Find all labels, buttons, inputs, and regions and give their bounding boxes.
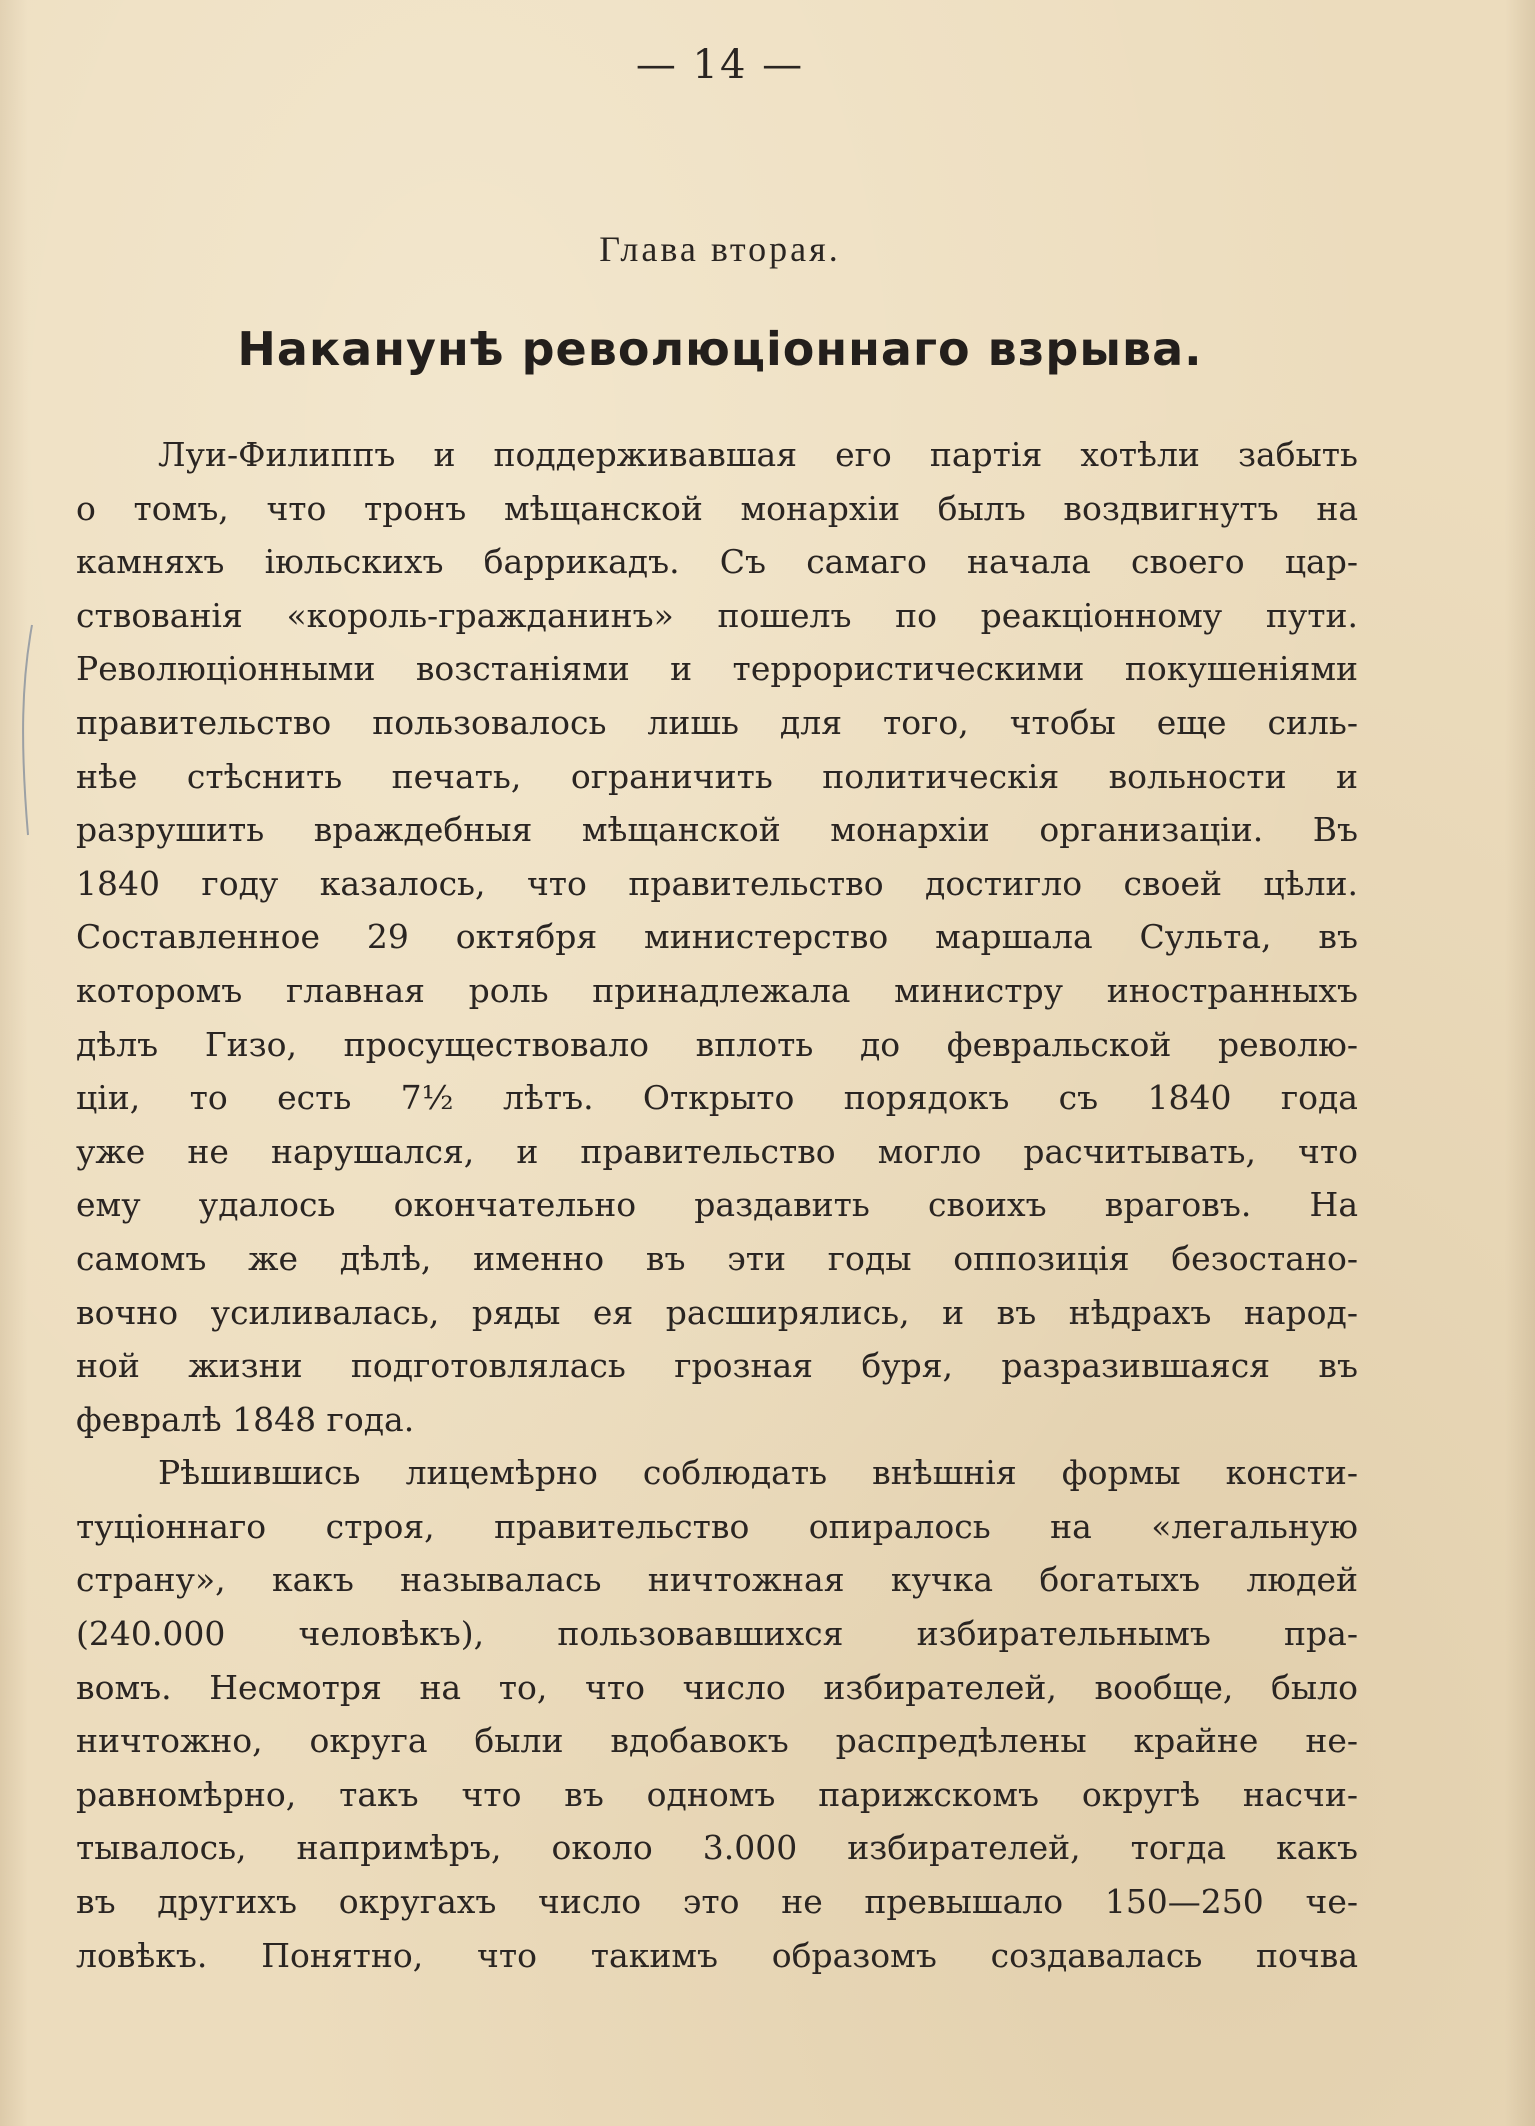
- text-line: Рѣшившись лицемѣрно соблюдать внѣшнія формы консти-: [158, 1453, 1358, 1493]
- page-number: — 14 —: [635, 42, 805, 88]
- text-line: нѣе стѣснить печать, ограничить политическія вольности и: [76, 756, 1358, 796]
- text-line: страну», какъ называлась ничтожная кучка богатыхъ людей: [76, 1560, 1358, 1600]
- text-line: о томъ, что тронъ мѣщанской монархіи былъ воздвигнутъ на: [76, 488, 1358, 528]
- text-line: (240.000 человѣкъ), пользовавшихся избирательнымъ пра-: [76, 1614, 1358, 1654]
- text-line: ціи, то есть 7½ лѣтъ. Открыто порядокъ съ 1840 года: [76, 1078, 1358, 1118]
- chapter-label: Глава вторая.: [599, 229, 841, 269]
- text-line: самомъ же дѣлѣ, именно въ эти годы оппозиція безостано-: [76, 1238, 1358, 1278]
- text-line: февралѣ 1848 года.: [76, 1399, 415, 1439]
- text-line: Революціонными возстаніями и террористическими покушеніями: [76, 649, 1358, 689]
- body-text: [76, 428, 1358, 1982]
- text-line: тывалось, напримѣръ, около 3.000 избирателей, тогда какъ: [76, 1828, 1358, 1868]
- page-edge-shadow: [1505, 0, 1535, 2126]
- text-line: ему удалось окончательно раздавить своихъ враговъ. На: [76, 1185, 1358, 1225]
- text-line: равномѣрно, такъ что въ одномъ парижскомъ округѣ насчи-: [76, 1774, 1358, 1814]
- text-line: вочно усиливалась, ряды ея расширялись, и въ нѣдрахъ народ-: [76, 1292, 1358, 1332]
- text-line: разрушить враждебныя мѣщанской монархіи организаціи. Въ: [76, 810, 1358, 850]
- text-line: дѣлъ Гизо, просуществовало вплоть до февральской револю-: [76, 1024, 1358, 1064]
- text-line: 1840 году казалось, что правительство достигло своей цѣли.: [76, 863, 1358, 903]
- text-line: ловѣкъ. Понятно, что такимъ образомъ создавалась почва: [76, 1935, 1358, 1975]
- text-line: ной жизни подготовлялась грозная буря, разразившаяся въ: [76, 1346, 1358, 1386]
- text-line: въ другихъ округахъ число это не превышало 150—250 че-: [76, 1882, 1358, 1922]
- text-line: Луи-Филиппъ и поддерживавшая его партія хотѣли забыть: [158, 435, 1358, 474]
- text-line: уже не нарушался, и правительство могло расчитывать, что: [76, 1131, 1358, 1171]
- text-line: туціоннаго строя, правительство опиралось на «легальную: [76, 1506, 1358, 1546]
- text-line: ствованія «король-гражданинъ» пошелъ по реакціонному пути.: [76, 595, 1358, 635]
- text-line: правительство пользовалось лишь для того, чтобы еще силь-: [76, 702, 1358, 742]
- text-line: которомъ главная роль принадлежала министру иностранныхъ: [76, 970, 1358, 1010]
- text-line: ничтожно, округа были вдобавокъ распредѣлены крайне не-: [76, 1721, 1358, 1761]
- text-line: вомъ. Несмотря на то, что число избирателей, вообще, было: [76, 1667, 1358, 1707]
- text-line: камняхъ іюльскихъ баррикадъ. Съ самаго начала своего цар-: [76, 542, 1358, 582]
- margin-pencil-mark: [14, 620, 44, 840]
- text-line: Составленное 29 октября министерство маршала Сульта, въ: [76, 917, 1358, 957]
- chapter-title: Наканунѣ революціоннаго взрыва.: [237, 322, 1203, 376]
